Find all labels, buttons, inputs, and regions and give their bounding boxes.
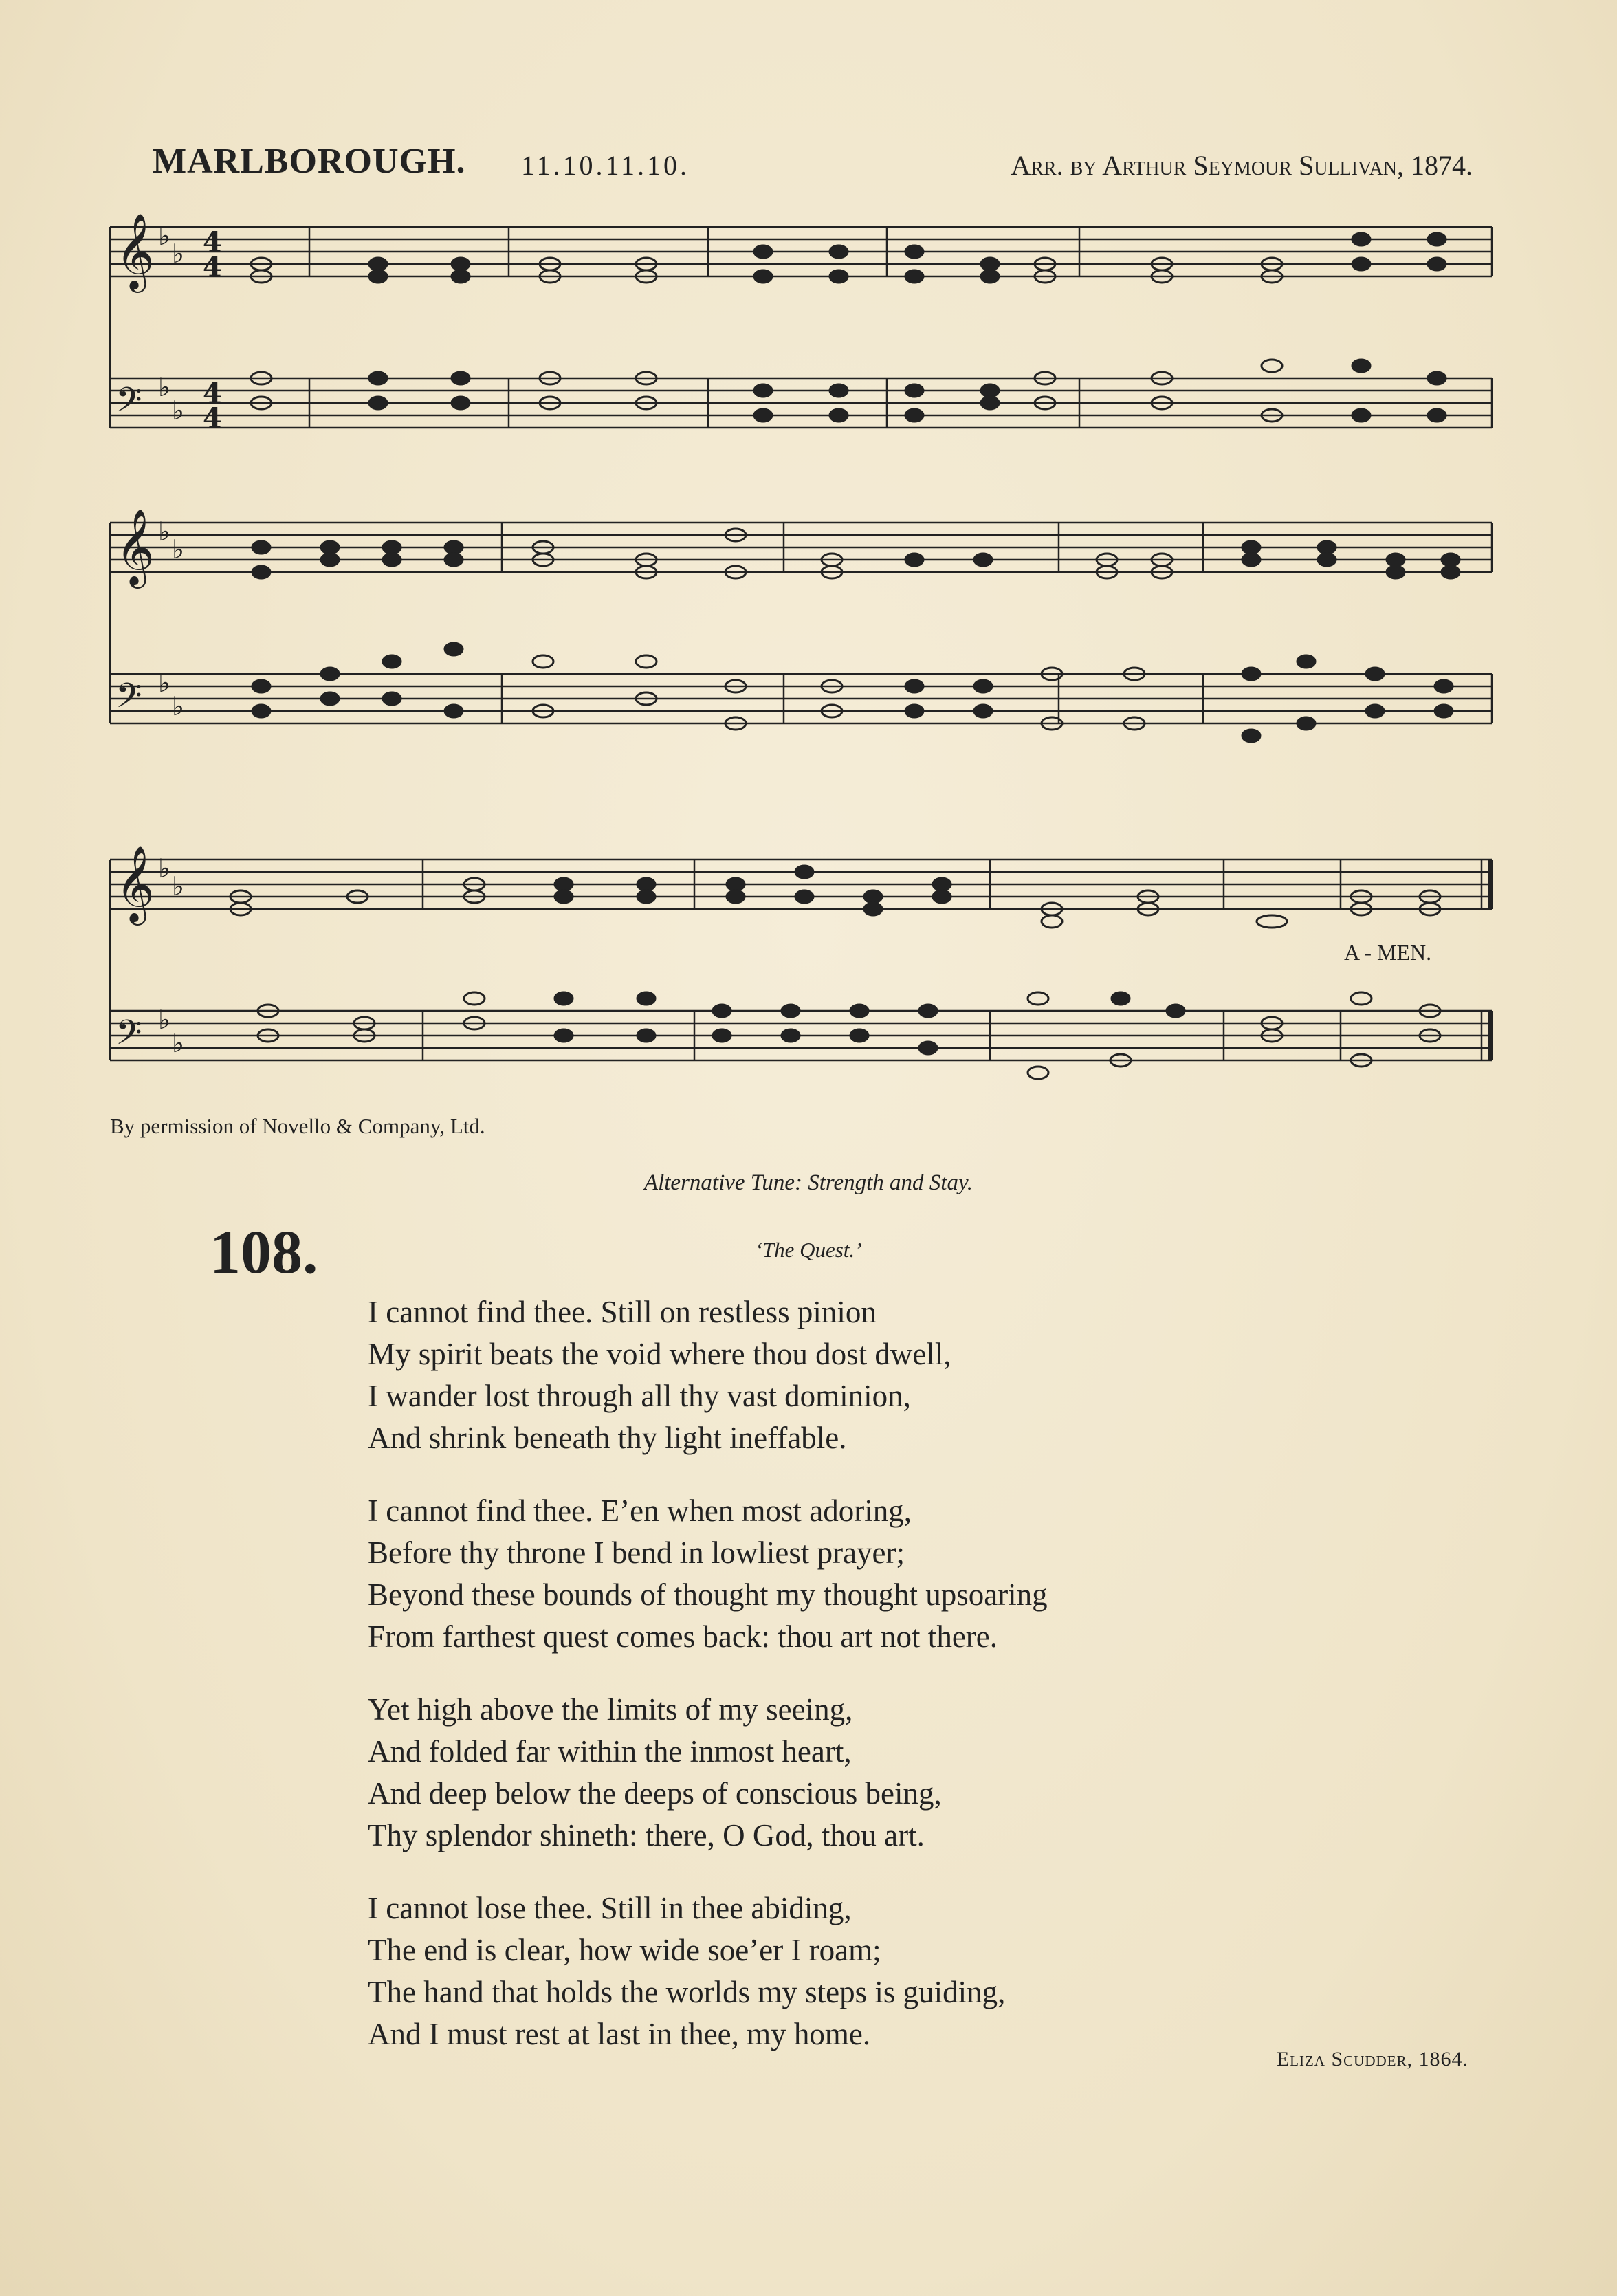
svg-text:♭: ♭ xyxy=(158,221,170,251)
tune-header xyxy=(153,141,1473,189)
permission-note: By permission of Novello & Company, Ltd. xyxy=(110,1114,485,1138)
stanza-1 xyxy=(368,1291,1048,1459)
verse-line: And folded far within the inmost heart, xyxy=(368,1734,852,1769)
svg-text:♭: ♭ xyxy=(158,1005,170,1035)
hymn-title: ‘The Quest.’ xyxy=(755,1238,862,1262)
svg-text:♭: ♭ xyxy=(158,372,170,402)
svg-text:♭: ♭ xyxy=(172,1028,184,1058)
hymn-number: 108. xyxy=(210,1218,318,1287)
verse-line: My spirit beats the void where thou dost dwell, xyxy=(368,1337,952,1371)
alternative-tune: Alternative Tune: Strength and Stay. xyxy=(644,1170,974,1195)
svg-text:4: 4 xyxy=(203,251,222,283)
svg-text:𝄢: 𝄢 xyxy=(116,676,142,724)
svg-text:♭: ♭ xyxy=(158,853,170,884)
treble-clef-icon: 𝄞 xyxy=(116,212,155,289)
arranger-credit: Arr. by Arthur Seymour Sullivan, 1874. xyxy=(1011,150,1473,181)
svg-text:𝄢: 𝄢 xyxy=(116,1013,142,1061)
svg-text:♭: ♭ xyxy=(172,871,184,901)
system-2 xyxy=(110,523,1492,723)
verse-line: I cannot lose thee. Still in thee abiding, xyxy=(368,1891,852,1925)
verse-line: Before thy throne I bend in lowliest prayer; xyxy=(368,1535,905,1570)
amen-lyric: A - MEN. xyxy=(1344,940,1432,965)
verse-line: Thy splendor shineth: there, O God, thou art. xyxy=(368,1818,925,1852)
score-notation xyxy=(103,199,1506,1100)
tune-name: MARLBOROUGH. xyxy=(153,142,466,181)
bass-clef-icon: 𝄢 xyxy=(116,380,142,428)
verse-line: The hand that holds the worlds my steps is guiding, xyxy=(368,1975,1006,2009)
system-1 xyxy=(110,227,1492,428)
hymn-verses xyxy=(368,1291,1048,2086)
verse-line: From farthest quest comes back: thou art not there. xyxy=(368,1619,998,1654)
tune-meter: 11.10.11.10. xyxy=(521,150,690,181)
verse-line: I cannot find thee. E’en when most adoring, xyxy=(368,1494,912,1528)
noteheads xyxy=(230,233,1460,1079)
time-signature: 4 xyxy=(203,226,222,259)
verse-line: The end is clear, how wide soe’er I roam; xyxy=(368,1933,881,1967)
svg-text:♭: ♭ xyxy=(158,668,170,698)
verse-line: And shrink beneath thy light ineffable. xyxy=(368,1421,847,1455)
author-credit: Eliza Scudder, 1864. xyxy=(1276,2048,1468,2070)
svg-text:♭: ♭ xyxy=(172,534,184,565)
svg-text:♭: ♭ xyxy=(158,516,170,547)
svg-text:4: 4 xyxy=(203,378,222,410)
system-3 xyxy=(110,860,1492,1060)
music-score xyxy=(103,199,1506,1100)
svg-text:4: 4 xyxy=(203,402,222,435)
verse-line: I cannot find thee. Still on restless pinion xyxy=(368,1295,877,1329)
svg-text:𝄞: 𝄞 xyxy=(116,508,155,585)
stanza-4 xyxy=(368,1888,1048,2055)
stanza-2 xyxy=(368,1490,1048,1658)
svg-text:♭: ♭ xyxy=(172,691,184,721)
verse-line: Beyond these bounds of thought my thought upsoaring xyxy=(368,1577,1048,1612)
svg-text:𝄞: 𝄞 xyxy=(116,845,155,922)
verse-line: And I must rest at last in thee, my home. xyxy=(368,2017,871,2051)
svg-text:♭: ♭ xyxy=(172,239,184,269)
svg-text:♭: ♭ xyxy=(172,395,184,426)
verse-line: I wander lost through all thy vast dominion, xyxy=(368,1379,911,1413)
verse-line: And deep below the deeps of conscious being, xyxy=(368,1776,942,1811)
verse-line: Yet high above the limits of my seeing, xyxy=(368,1692,853,1727)
stanza-3 xyxy=(368,1689,1048,1857)
